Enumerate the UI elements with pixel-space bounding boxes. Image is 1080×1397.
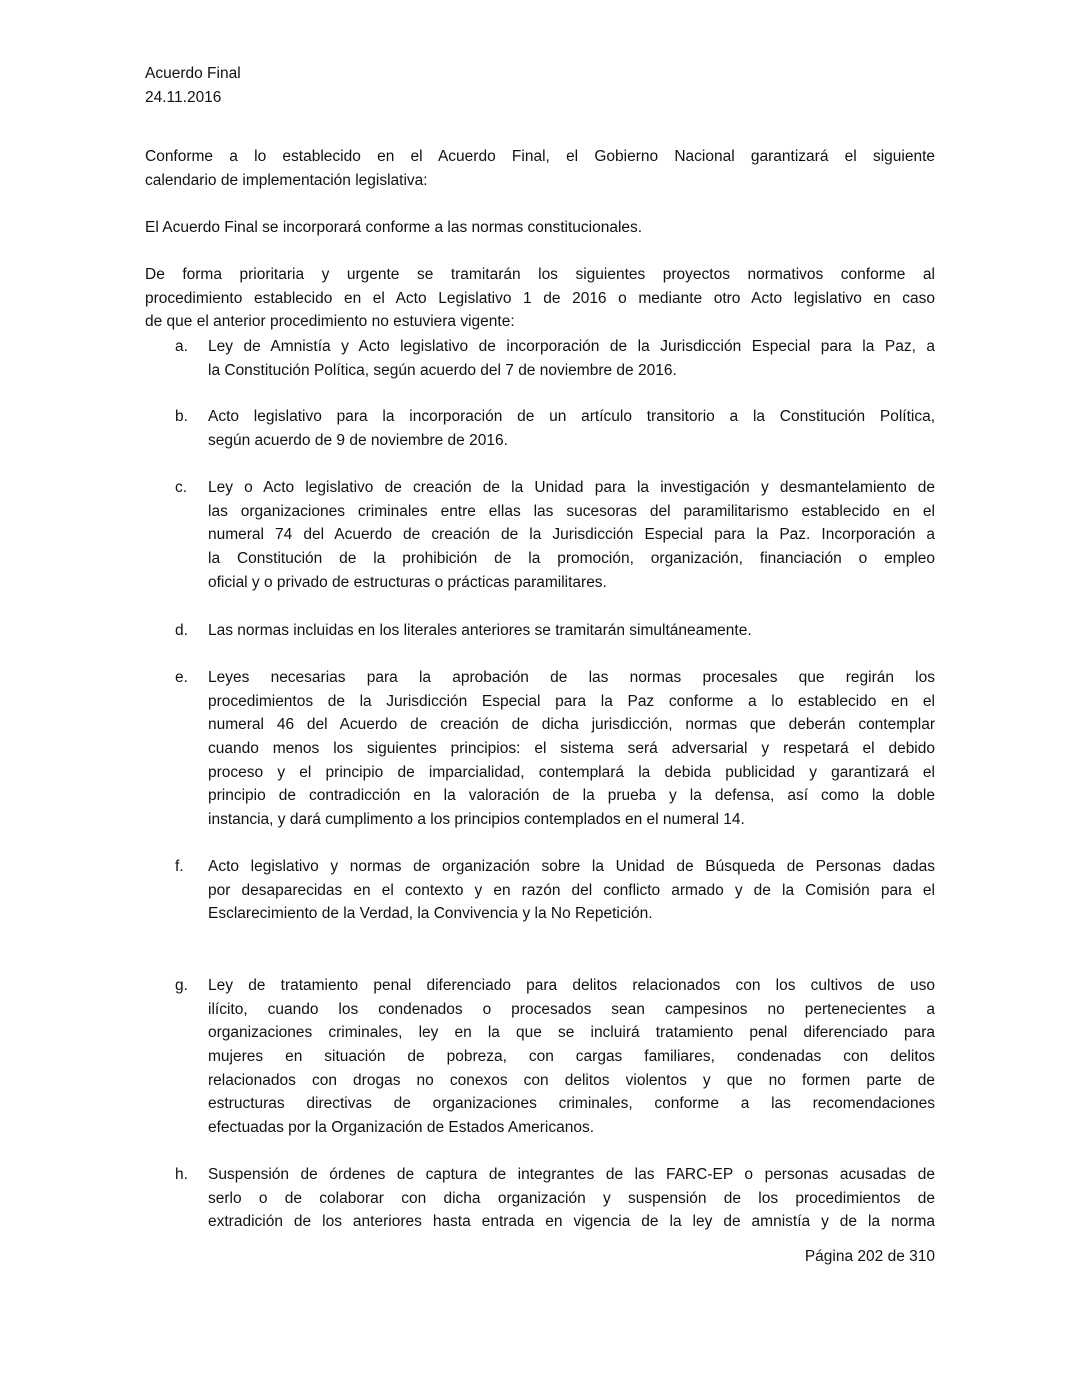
text-line: Conforme a lo establecido en el Acuerdo Final, el Gobierno Nacional garantizará el siguiente xyxy=(145,148,935,165)
text-line: mujeres en situación de pobreza, con cargas familiares, condenadas con delitos xyxy=(208,1048,935,1066)
text-line: Ley de Amnistía y Acto legislativo de incorporación de la Jurisdicción Especial para la Paz, a xyxy=(208,338,935,355)
text-line: relacionados con drogas no conexos con delitos violentos y que no formen parte de xyxy=(208,1071,935,1089)
text-line: estructuras directivas de organizaciones criminales, conforme a las recomendaciones xyxy=(208,1095,935,1113)
text-line: proceso y el principio de imparcialidad, contemplará la debida publicidad y garantizará el xyxy=(208,763,935,781)
list-item-text xyxy=(208,1163,935,1234)
list-marker: f. xyxy=(175,858,184,875)
paragraph xyxy=(145,216,935,240)
list-item-text xyxy=(208,476,935,594)
list-marker: h. xyxy=(175,1166,188,1183)
text-line: numeral 74 del Acuerdo de creación de la Jurisdicción Especial para la Paz. Incorporación a xyxy=(208,526,935,544)
text-line: por desaparecidas en el contexto y en razón del conflicto armado y de la Comisión para el xyxy=(208,881,935,899)
list-item-text xyxy=(208,335,935,382)
header-title: Acuerdo Final xyxy=(145,65,241,82)
list-item-text xyxy=(208,974,935,1140)
document-header xyxy=(145,62,241,109)
list-item-text xyxy=(208,619,935,643)
text-line: extradición de los anteriores hasta entrada en vigencia de la ley de amnistía y de la norma xyxy=(208,1213,935,1231)
list-item-text xyxy=(208,855,935,926)
text-line: las organizaciones criminales entre ellas las sucesoras del paramilitarismo establecido en el xyxy=(208,502,935,520)
text-line: principio de contradicción en la valoración de la prueba y la defensa, así como la doble xyxy=(208,787,935,805)
text-line: calendario de implementación legislativa: xyxy=(145,171,428,189)
page-number: Página 202 de 310 xyxy=(804,1248,935,1265)
text-line: la Constitución Política, según acuerdo del 7 de noviembre de 2016. xyxy=(208,361,677,379)
list-marker: e. xyxy=(175,669,188,686)
list-marker: g. xyxy=(175,977,188,994)
text-line: efectuadas por la Organización de Estados Americanos. xyxy=(208,1119,595,1137)
list-marker: c. xyxy=(175,479,188,496)
text-line: Esclarecimiento de la Verdad, la Convivencia y la No Repetición. xyxy=(208,905,653,923)
text-line: numeral 46 del Acuerdo de creación de dicha jurisdicción, normas que deberán contemplar xyxy=(208,716,935,734)
text-line: oficial y o privado de estructuras o prácticas paramilitares. xyxy=(208,573,607,591)
paragraph xyxy=(145,263,935,334)
text-line: cuando menos los siguientes principios: el sistema será adversarial y respetará el debido xyxy=(208,740,935,758)
paragraph xyxy=(145,145,935,192)
list-marker: d. xyxy=(175,622,188,639)
text-line: serlo o de colaborar con dicha organización y suspensión de los procedimientos de xyxy=(208,1189,935,1207)
text-line: El Acuerdo Final se incorporará conforme a las normas constitucionales. xyxy=(145,219,643,236)
list-marker: a. xyxy=(175,338,188,355)
text-line: según acuerdo de 9 de noviembre de 2016. xyxy=(208,431,508,449)
text-line: instancia, y dará cumplimento a los principios contemplados en el numeral 14. xyxy=(208,811,745,829)
text-line: procedimiento establecido en el Acto Legislativo 1 de 2016 o mediante otro Acto legislativo en caso xyxy=(145,289,935,307)
text-line: Las normas incluidas en los literales anteriores se tramitarán simultáneamente. xyxy=(208,622,752,639)
list-item-text xyxy=(208,666,935,832)
text-line: organizaciones criminales, ley en la que se incluirá tratamiento penal diferenciado para xyxy=(208,1024,935,1042)
text-line: De forma prioritaria y urgente se tramitarán los siguientes proyectos normativos conforme al xyxy=(145,266,935,283)
text-line: ilícito, cuando los condenados o procesados sean campesinos no pertenecientes a xyxy=(208,1000,935,1018)
text-line: procedimientos de la Jurisdicción Especial para la Paz conforme a lo establecido en el xyxy=(208,692,935,710)
text-line: Ley de tratamiento penal diferenciado para delitos relacionados con los cultivos de uso xyxy=(208,977,935,994)
header-date: 24.11.2016 xyxy=(145,88,222,106)
text-line: Acto legislativo y normas de organización sobre la Unidad de Búsqueda de Personas dadas xyxy=(208,858,935,875)
text-line: Leyes necesarias para la aprobación de las normas procesales que regirán los xyxy=(208,669,935,686)
list-item-text xyxy=(208,405,935,452)
text-line: la Constitución de la prohibición de la promoción, organización, financiación o empleo xyxy=(208,550,935,568)
list-marker: b. xyxy=(175,408,188,425)
text-line: Suspensión de órdenes de captura de integrantes de las FARC-EP o personas acusadas de xyxy=(208,1166,935,1183)
text-line: Ley o Acto legislativo de creación de la Unidad para la investigación y desmantelamiento de xyxy=(208,479,935,496)
text-line: Acto legislativo para la incorporación de un artículo transitorio a la Constitución Política, xyxy=(208,408,935,425)
text-line: de que el anterior procedimiento no estuviera vigente: xyxy=(145,313,515,331)
